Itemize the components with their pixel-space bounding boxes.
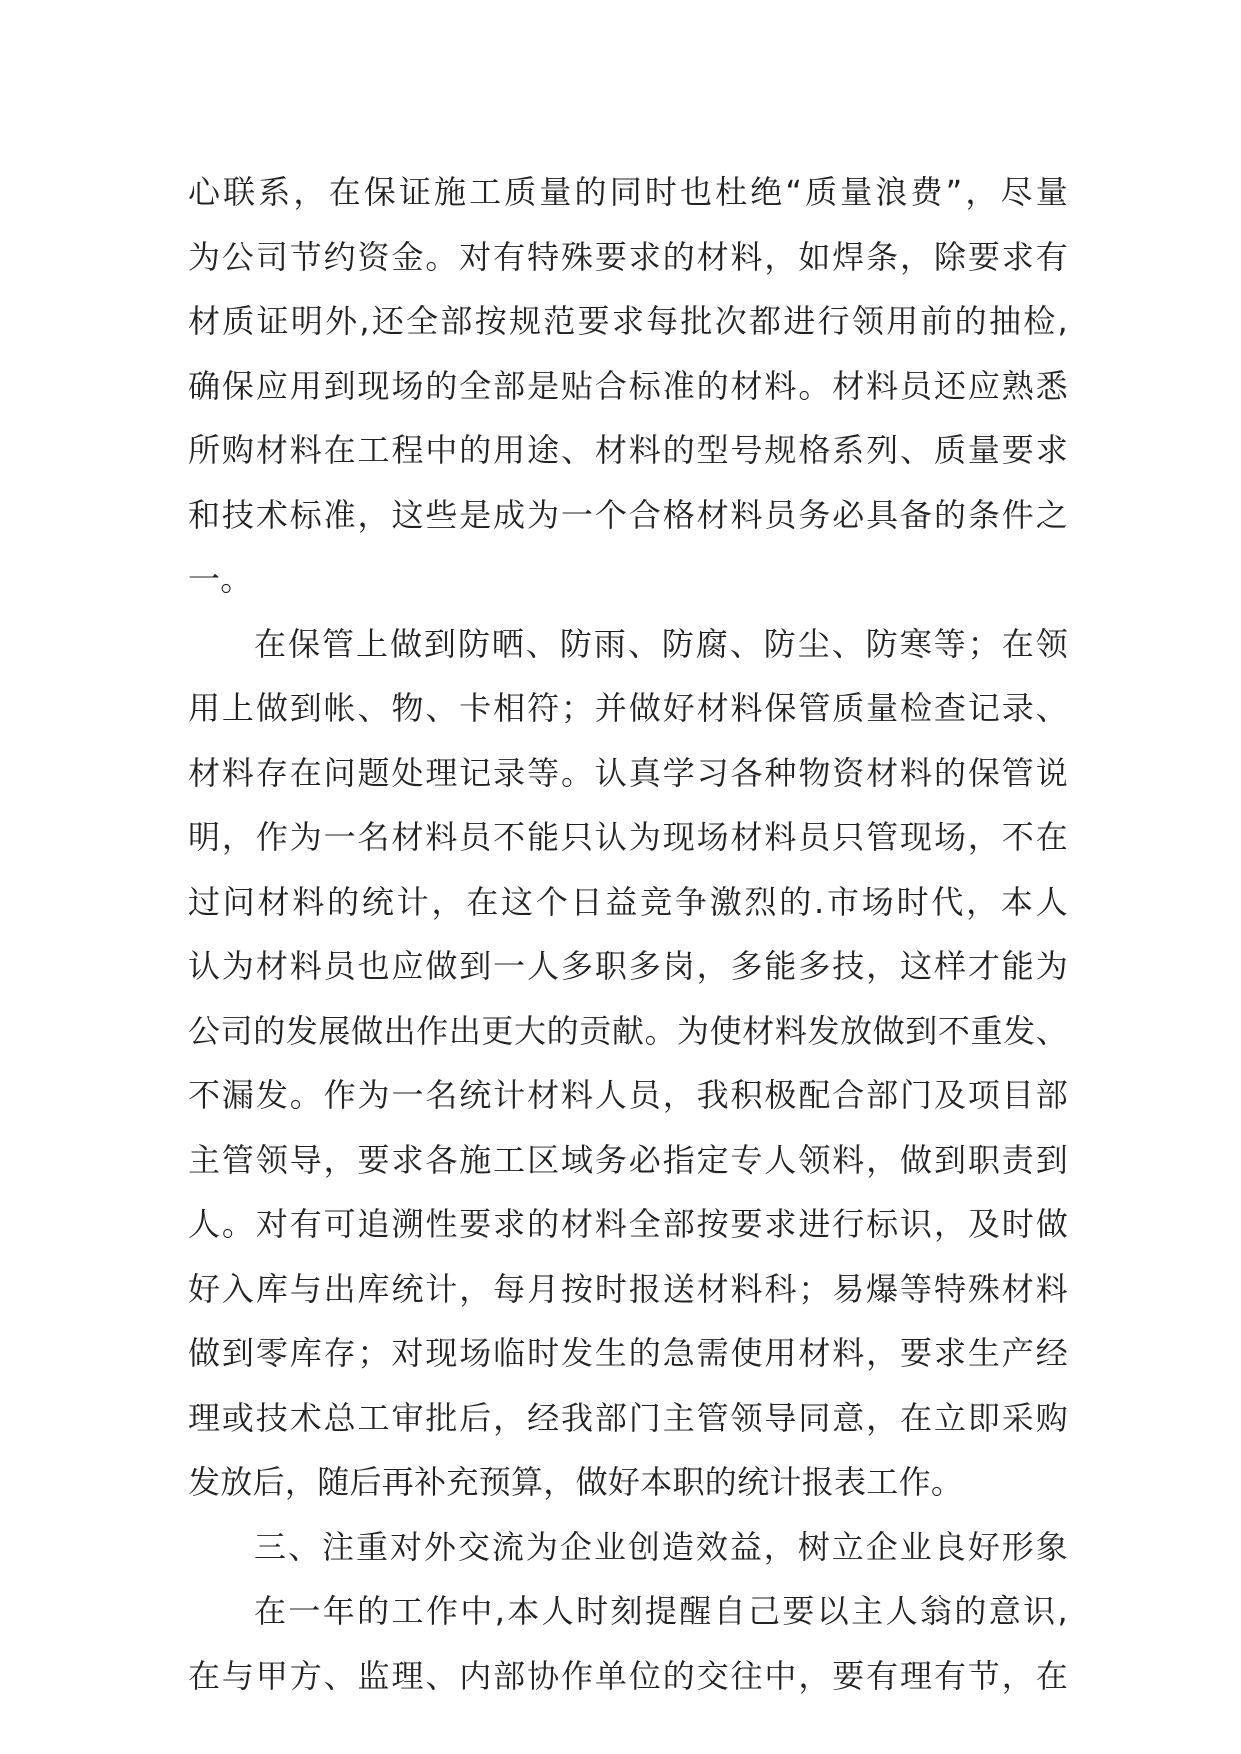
text-line: 理或技术总工审批后，经我部门主管领导同意，在立即采购 [188, 1398, 1068, 1437]
text-line: 明，作为一名材料员不能只认为现场材料员只管现场，不在 [188, 818, 1068, 856]
text-line: 材质证明外,还全部按规范要求每批次都进行领用前的抽检, [188, 302, 1068, 340]
text-line: 和技术标准，这些是成为一个合格材料员务必具备的条件之 [188, 495, 1068, 534]
paragraph-first-line: 在一年的工作中,本人时刻提醒自己要以主人翁的意识, [254, 1592, 1068, 1630]
text-line: 为公司节约资金。对有特殊要求的材料，如焊条，除要求有 [188, 237, 1068, 276]
text-line: 用上做到帐、物、卡相符；并做好材料保管质量检查记录、 [188, 689, 1068, 727]
text-line: 确保应用到现场的全部是贴合标准的材料。材料员还应熟悉 [188, 366, 1068, 405]
paragraph-first-line: 在保管上做到防晒、防雨、防腐、防尘、防寒等；在领 [254, 624, 1068, 663]
text-line: 认为材料员也应做到一人多职多岗，多能多技，这样才能为 [188, 947, 1068, 985]
text-line: 过问材料的统计，在这个日益竞争激烈的.市场时代，本人 [188, 882, 1068, 921]
text-line: 公司的发展做出作出更大的贡献。为使材料发放做到不重发、 [188, 1011, 1068, 1050]
text-line: 发放后，随后再补充预算，做好本职的统计报表工作。 [188, 1463, 964, 1501]
text-line: 做到零库存；对现场临时发生的急需使用材料，要求生产经 [188, 1334, 1068, 1372]
text-line: 人。对有可追溯性要求的材料全部按要求进行标识，及时做 [188, 1205, 1068, 1243]
text-line: 好入库与出库统计，每月按时报送材料科；易爆等特殊材料 [188, 1269, 1068, 1308]
text-line: 心联系，在保证施工质量的同时也杜绝“质量浪费”，尽量 [188, 173, 1068, 211]
text-line: 在与甲方、监理、内部协作单位的交往中，要有理有节，在 [188, 1656, 1068, 1695]
text-line: 主管领导，要求各施工区域务必指定专人领料，做到职责到 [188, 1140, 1068, 1179]
text-line: 不漏发。作为一名统计材料人员，我积极配合部门及项目部 [188, 1076, 1068, 1114]
text-line: 一。 [188, 560, 253, 598]
text-line: 材料存在问题处理记录等。认真学习各种物资材料的保管说 [188, 753, 1068, 792]
body-text [188, 160, 1068, 1708]
text-line: 所购材料在工程中的用途、材料的型号规格系列、质量要求 [188, 431, 1068, 469]
section-heading: 三、注重对外交流为企业创造效益，树立企业良好形象 [254, 1527, 1068, 1566]
